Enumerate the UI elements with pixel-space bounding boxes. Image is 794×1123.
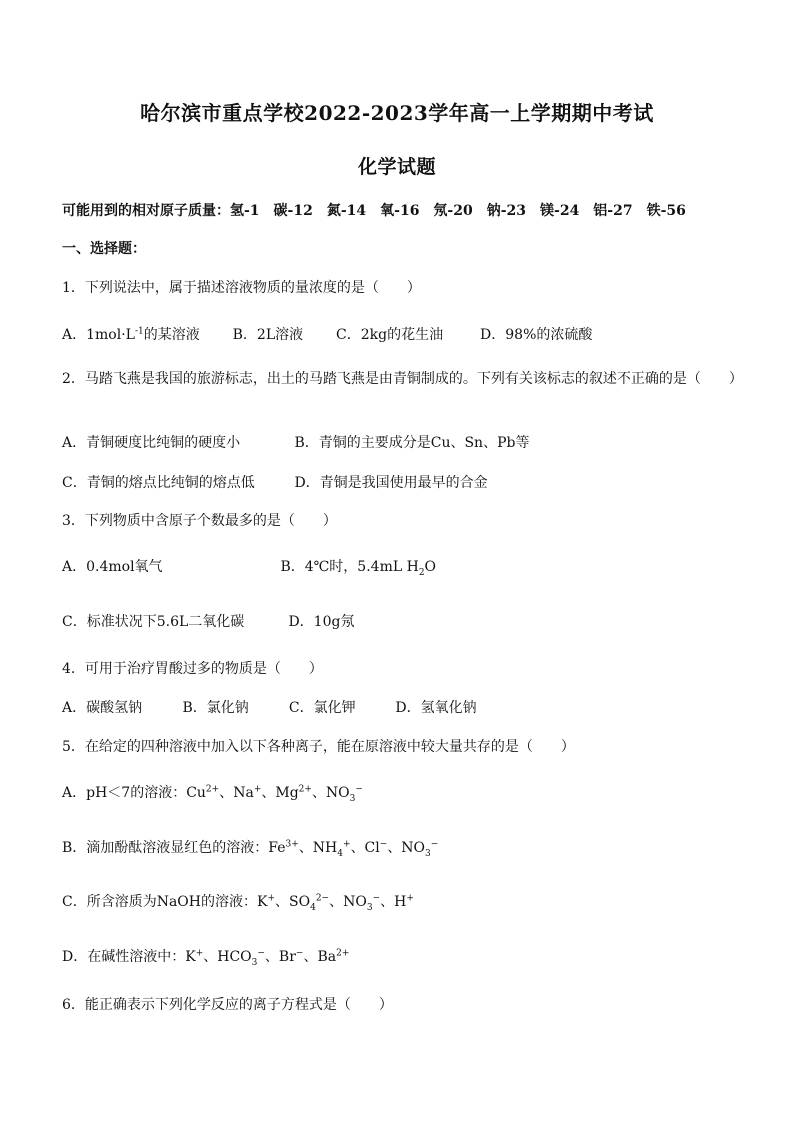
question-2-options-row2 bbox=[62, 472, 488, 492]
question-1-stem: 1．下列说法中，属于描述溶液物质的量浓度的是（ ） bbox=[62, 280, 421, 296]
q4-option-c: C．氯化钾 bbox=[288, 700, 356, 716]
q2-option-a: A．青铜硬度比纯铜的硬度小 bbox=[62, 435, 241, 451]
q4-option-a: A．碳酸氢钠 bbox=[62, 700, 143, 716]
section-heading: 一、选择题： bbox=[62, 241, 146, 257]
q1-option-a: A．$1mol\cdot L^{-1}$的某溶液 bbox=[62, 326, 200, 343]
q3-option-a: A．0.4mol氧气 bbox=[62, 559, 163, 575]
exam-title: 哈尔滨市重点学校2022-2023学年高一上学期期中考试 bbox=[140, 101, 654, 125]
question-2-stem: 2．马踏飞燕是我国的旅游标志，出土的马踏飞燕是由青铜制成的。下列有关该标志的叙述不正确的是（ ） bbox=[62, 371, 743, 387]
atomic-masses-line: 可能用到的相对原子质量：氢-1 碳-12 氮-14 氧-16 氖-20 钠-23 镁-24 铝-27 铁-56 bbox=[62, 203, 686, 219]
q3-option-d: D．10g氖 bbox=[288, 614, 355, 630]
q1-option-d: D．98%的浓硫酸 bbox=[480, 327, 593, 343]
q5-option-a: A．pH＜7的溶液：$Cu^{2+}$、Na+、$Mg^{2+}$、$NO_3^-$ bbox=[62, 784, 363, 804]
question-3-options-row2 bbox=[62, 611, 354, 631]
question-6-stem: 6．能正确表示下列化学反应的离子方程式是（ ） bbox=[62, 997, 393, 1013]
q5-option-b: B．滴加酚酞溶液显红色的溶液：$Fe^{3+}$、$NH_4^+$、Cl−、$NO_3^-$ bbox=[62, 839, 439, 859]
question-3-options-row1 bbox=[62, 556, 436, 576]
q2-option-b: B．青铜的主要成分是Cu、Sn、Pb等 bbox=[294, 435, 530, 451]
question-4-stem: 4．可用于治疗胃酸过多的物质是（ ） bbox=[62, 661, 323, 677]
q2-option-c: C．青铜的熔点比纯铜的熔点低 bbox=[62, 475, 255, 491]
question-1-options bbox=[62, 324, 592, 344]
q5-option-d: D．在碱性溶液中：K+、$HCO_3^-$、Br−、$Ba^{2+}$ bbox=[62, 948, 350, 968]
question-3-stem: 3．下列物质中含原子个数最多的是（ ） bbox=[62, 513, 337, 529]
q4-option-d: D．氢氧化钠 bbox=[395, 700, 477, 716]
exam-subtitle: 化学试题 bbox=[357, 156, 436, 178]
q4-option-b: B．氯化钠 bbox=[182, 700, 249, 716]
q5-option-c: C．所含溶质为NaOH的溶液：K+、$SO_4^{2-}$、$NO_3^-$、H+ bbox=[62, 893, 414, 913]
question-5-stem: 5．在给定的四种溶液中加入以下各种离子，能在原溶液中较大量共存的是（ ） bbox=[62, 739, 575, 755]
q3-option-b: B．4℃时，5.4mL $H_2O$ bbox=[280, 559, 437, 578]
q3-option-c: C．标准状况下5.6L二氧化碳 bbox=[62, 614, 245, 630]
q1-option-b: B．2L溶液 bbox=[232, 327, 304, 343]
question-2-options-row1 bbox=[62, 432, 529, 452]
q2-option-d: D．青铜是我国使用最早的合金 bbox=[294, 475, 488, 491]
question-4-options bbox=[62, 697, 477, 717]
q1-option-c: C．2kg的花生油 bbox=[336, 327, 444, 343]
